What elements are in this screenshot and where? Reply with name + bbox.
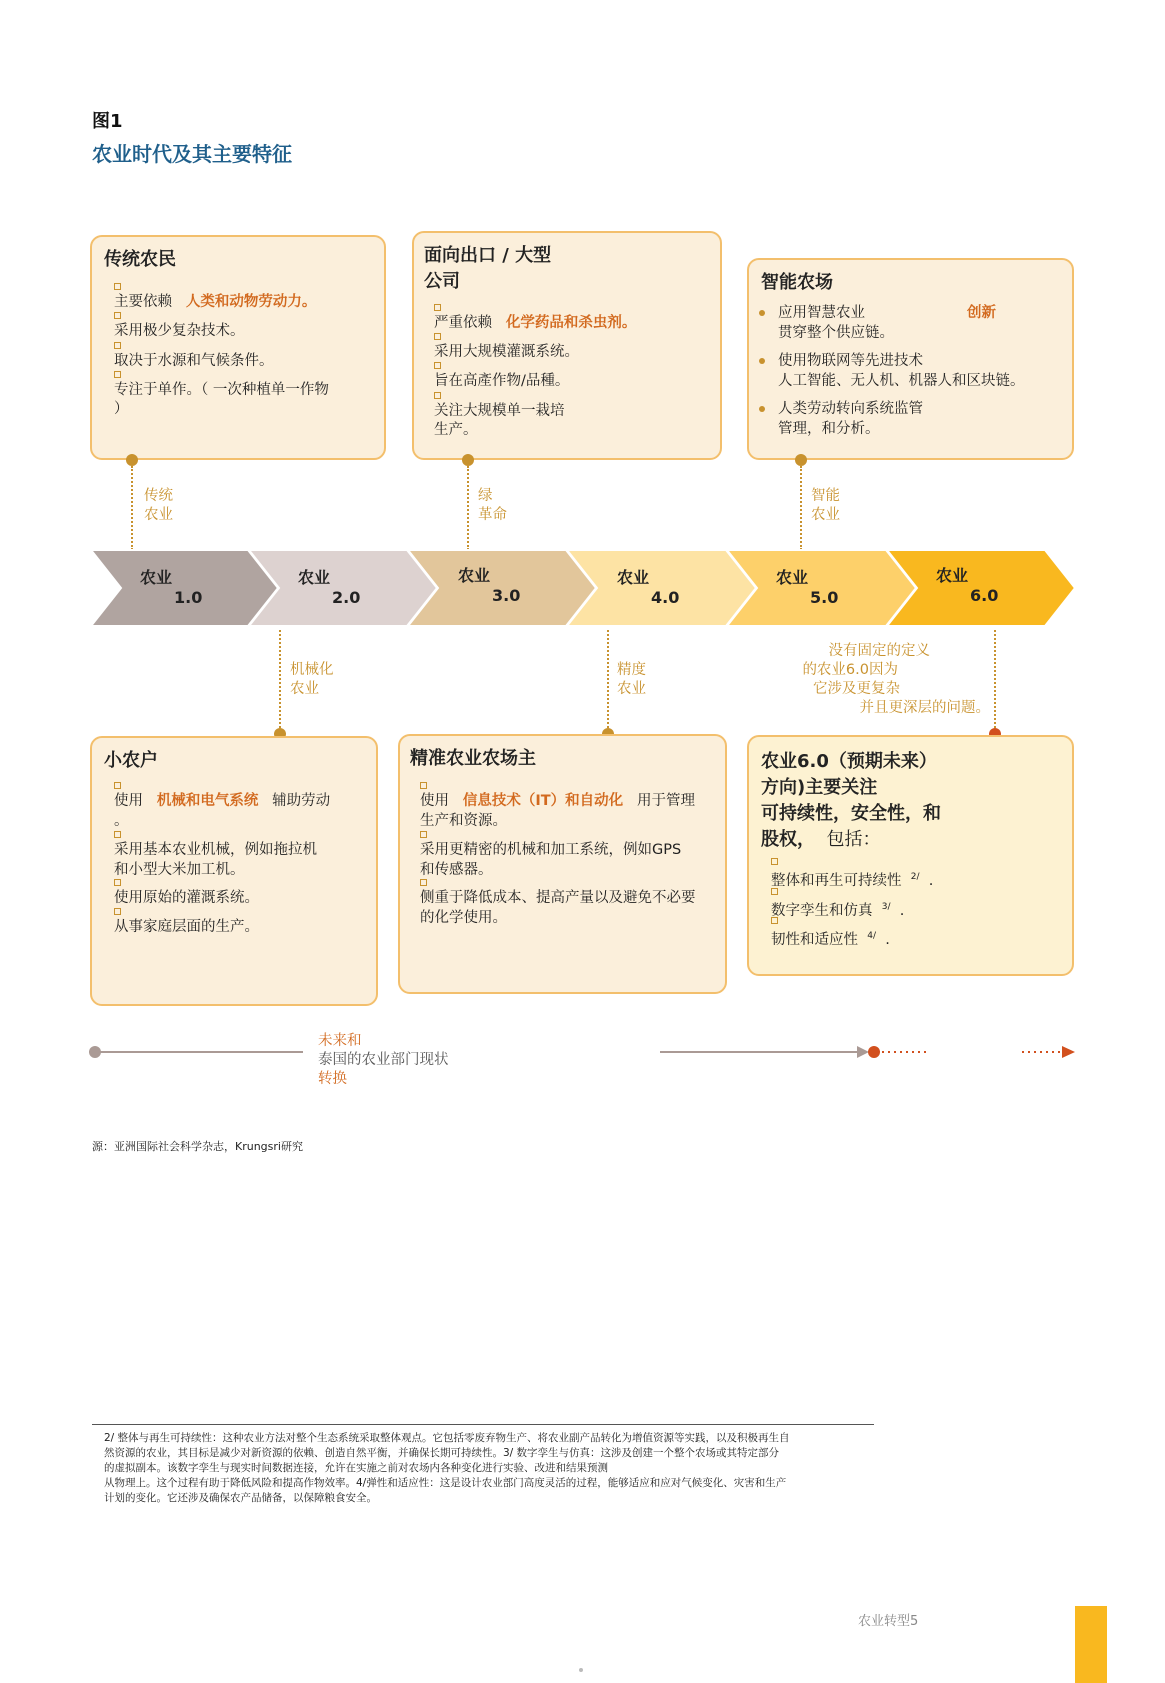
era-label-green-revolution: 绿 革命	[478, 488, 507, 523]
figure-title: 农业时代及其主要特征	[92, 142, 292, 166]
card-item: 侧重于降低成本、提高产量以及避免不必要	[420, 888, 696, 908]
stage-label-5: 农业 5.0	[776, 568, 839, 607]
page-label: 农业转型5	[858, 1614, 919, 1629]
card-title-line2: 方向)主要关注	[761, 777, 878, 798]
timeline-arrowhead	[857, 1046, 869, 1058]
era-label-traditional: 传统 农业	[144, 488, 173, 523]
era-label-mechanized: 机械化 农业	[290, 662, 334, 697]
card-item: 采用大规模灌溉系统。	[434, 342, 579, 362]
card-title: 农业6.0（预期未来）	[761, 751, 937, 772]
card-precision-farmer	[398, 734, 727, 994]
bullet-marker	[114, 879, 121, 886]
card-item-wrap: 。	[114, 813, 129, 829]
card-title: 面向出口 / 大型	[424, 245, 552, 266]
card-item: 采用基本农业机械，例如拖拉机	[114, 840, 317, 860]
stage-label-2: 农业 2.0	[298, 568, 361, 607]
timeline-now-dot	[868, 1046, 880, 1058]
bullet-marker	[771, 858, 778, 865]
footnote-line: 2/ 整体与再生可持续性：这种农业方法对整个生态系统采取整体观点。它包括零废弃物生产、将农业副产品转化为增值资源等实践，以及积极再生自	[104, 1432, 790, 1444]
card-smallholder	[90, 736, 378, 1006]
card-item-wrap: ）	[114, 401, 129, 417]
card-item-wrap: 生产和资源。	[420, 813, 507, 829]
card-title: 精准农业农场主	[410, 748, 536, 769]
card-item: 取决于水源和气候条件。	[114, 351, 274, 371]
card-item: 数字孪生和仿真 $^{3/}$ .	[771, 897, 904, 921]
footnote-line: 的虚拟副本。该数字孪生与现实时间数据连接，允许在实施之前对农场内各种变化进行实验、改进和结果预测	[104, 1462, 608, 1474]
card-item-wrap: 的化学使用。	[420, 910, 507, 926]
page-dot	[579, 1668, 583, 1672]
card-agriculture-6	[747, 735, 1074, 976]
bullet-marker	[420, 831, 427, 838]
card-item-wrap: 和传感器。	[420, 862, 493, 878]
card-item: 整体和再生可持续性 $^{2/}$ .	[771, 867, 933, 891]
stage-label-4: 农业 4.0	[617, 568, 680, 607]
card-item: 使用 信息技术（IT）和自动化 用于管理	[420, 791, 695, 811]
card-item-wrap: 生产。	[434, 422, 478, 438]
page-accent-band	[1075, 1606, 1107, 1683]
card-item: 人类劳动转向系统监管 管理，和分析。	[759, 399, 1059, 441]
stage-label-1: 农业 1.0	[140, 568, 203, 607]
footnote-line: 然资源的农业，其目标是减少对新资源的依赖、创造自然平衡，并确保长期可持续性。3/ 数字孪生与仿真：这涉及创建一个整个农场或其特定部分	[104, 1447, 780, 1459]
card-item: 专注于单作。（ 一次种植单一作物	[114, 380, 329, 400]
footnotes	[104, 1431, 864, 1506]
card-item: 严重依赖 化学药品和杀虫剂。	[434, 313, 636, 333]
card-title-line3: 可持续性，安全性，和	[761, 803, 941, 824]
card-item: 从事家庭层面的生产。	[114, 917, 259, 937]
card-item: 主要依赖 人类和动物劳动力。	[114, 292, 316, 312]
card-item: 使用 机械和电气系统 辅助劳动	[114, 791, 330, 811]
timeline-label: 未来和 泰国的农业部门现状 转换	[318, 1033, 449, 1087]
card-item: 旨在高產作物/品種。	[434, 371, 569, 391]
era-label-precision: 精度 农业	[617, 662, 646, 697]
bullet-marker	[420, 782, 427, 789]
footnote-rule	[92, 1424, 874, 1425]
bullet-marker	[114, 782, 121, 789]
connector-line	[994, 630, 996, 732]
timeline	[0, 1030, 1165, 1070]
bullet-marker	[771, 888, 778, 895]
source-note: 源：亚洲国际社会科学杂志，Krungsri研究	[92, 1140, 303, 1153]
era-label-smart: 智能 农业	[811, 488, 840, 523]
card-title-line4: 股权， 包括：	[761, 829, 881, 850]
future-note: 没有固定的定义 的农业6.0因为 它涉及更复杂 并且更深层的问题。	[802, 643, 990, 716]
card-title: 智能农场	[761, 272, 833, 293]
stage-label-3: 农业 3.0	[458, 566, 521, 605]
card-title: 传统农民	[104, 249, 176, 270]
footnote-line: 从物理上。这个过程有助于降低风险和提高作物效率。4/弹性和适应性：这是设计农业部门高度灵活的过程，能够适应和应对气候变化、灾害和生产	[104, 1477, 787, 1489]
bullet-marker	[771, 917, 778, 924]
bullet-marker	[114, 908, 121, 915]
card-item: 应用智慧农业 创新 贯穿整个供应链。	[759, 303, 1059, 345]
stage-label-6: 农业 6.0	[936, 566, 999, 605]
card-item: 采用更精密的机械和加工系统，例如GPS	[420, 840, 681, 860]
bullet-marker	[420, 879, 427, 886]
timeline-end-arrow	[1062, 1046, 1075, 1058]
card-item: 韧性和适应性 $^{4/}$ .	[771, 926, 890, 950]
card-item: 使用原始的灌溉系统。	[114, 888, 259, 908]
figure-number: 图1	[92, 111, 123, 132]
connector-line	[279, 630, 281, 732]
card-item: 采用极少复杂技术。	[114, 321, 245, 341]
footnote-line: 计划的变化。它还涉及确保农产品储备，以保障粮食安全。	[104, 1492, 377, 1504]
card-item-wrap: 和小型大米加工机。	[114, 862, 245, 878]
bullet-marker	[114, 831, 121, 838]
card-title-line2: 公司	[424, 271, 460, 292]
card-item: 关注大规模单一栽培	[434, 401, 565, 421]
card-item: 使用物联网等先进技术 人工智能、无人机、机器人和区块链。	[759, 351, 1059, 393]
card-title: 小农户	[104, 750, 158, 771]
connector-line	[607, 630, 609, 732]
